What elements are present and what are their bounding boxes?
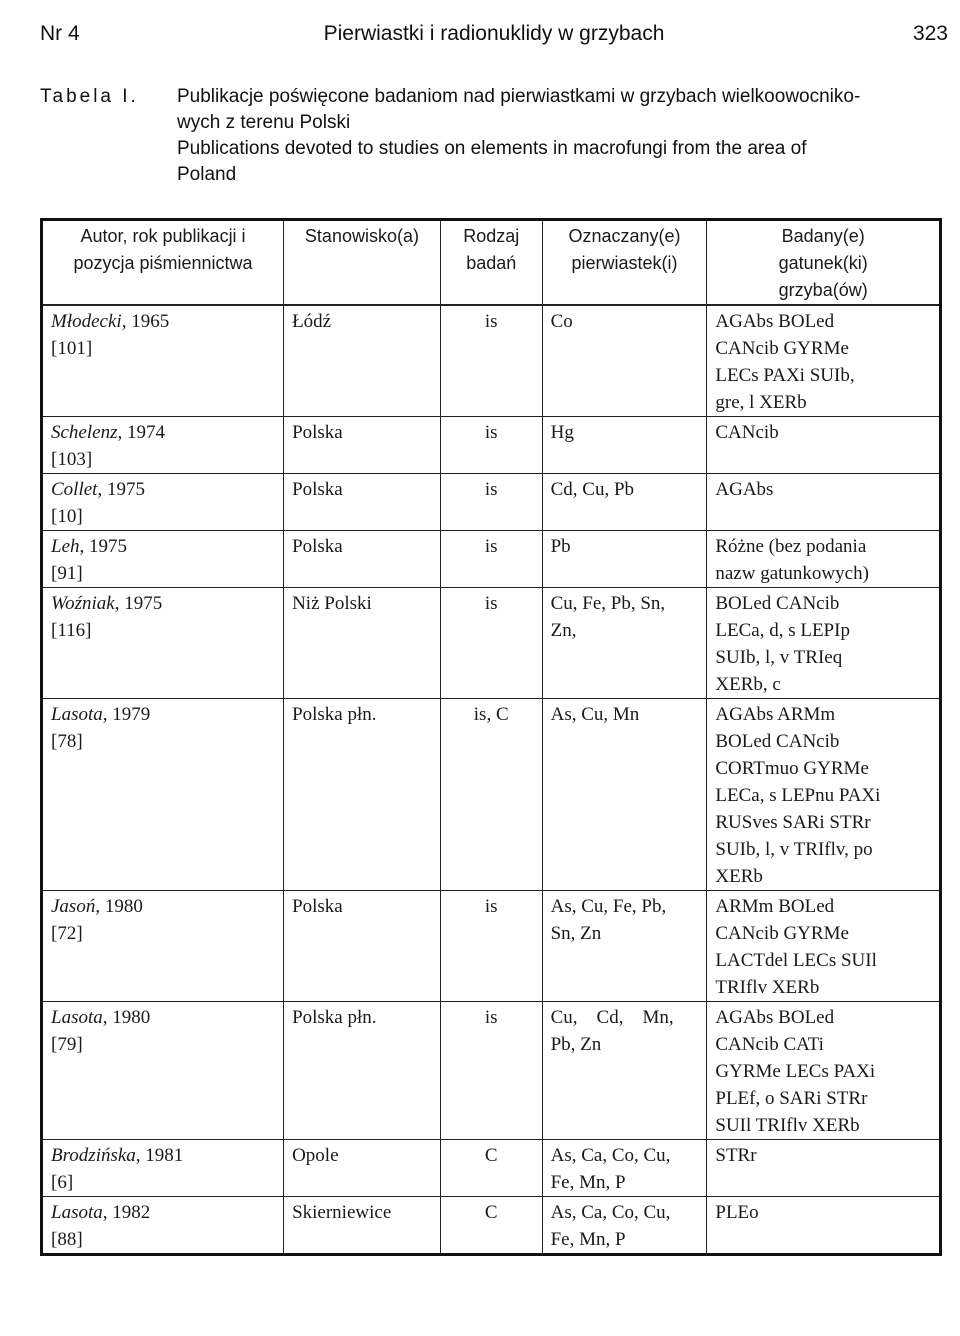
author-cell [42,588,284,699]
column-header-3 [440,220,542,306]
species-line: SUIl TRIflv XERb [715,1115,860,1136]
publication-year: , 1974 [117,422,165,443]
study-type-cell: is [440,891,542,1002]
author-name: Lasota [51,1007,103,1028]
species-line: Różne (bez podania [715,536,867,557]
reference-number: [6] [51,1172,74,1193]
species-line: GYRMe LECs PAXi [715,1061,876,1082]
table-header-row [42,220,941,306]
study-type-cell: C [440,1140,542,1197]
reference-number: [78] [51,731,83,752]
element-line: As, Cu, Fe, Pb, [550,896,667,917]
issue-number: Nr 4 [40,22,80,45]
publication-year: , 1975 [79,536,127,557]
study-type-cell: C [440,1197,542,1255]
column-header-line: Badany(e) [781,226,865,246]
species-cell [707,305,941,417]
author-cell [42,305,284,417]
column-header-line: gatunek(ki) [778,253,868,273]
running-title: Pierwiastki i radionuklidy w grzybach [323,22,665,45]
site-cell: Polska płn. [284,699,441,891]
elements-cell [542,891,707,1002]
column-header-line: grzyba(ów) [778,280,868,300]
reference-number: [79] [51,1034,83,1055]
table-label: Tabela I. [40,86,139,107]
site-cell: Niż Polski [284,588,441,699]
site-cell: Polska [284,891,441,1002]
author-cell [42,1197,284,1255]
species-cell [707,1140,941,1197]
element-line: Cu, Cd, Mn, [550,1007,674,1028]
column-header-line: pierwiastek(i) [571,253,678,273]
element-line: As, Cu, Mn [550,704,640,725]
site-cell: Skierniewice [284,1197,441,1255]
running-header [40,18,948,52]
species-line: AGAbs BOLed [715,311,835,332]
element-line: Fe, Mn, P [550,1229,626,1250]
element-line: Pb [550,536,571,557]
elements-cell [542,531,707,588]
species-line: CANcib GYRMe [715,923,849,944]
author-name: Jasoń [51,896,96,917]
species-line: RUSves SARi STRr [715,812,871,833]
caption-pl-line-2: wych z terenu Polski [177,112,351,133]
element-line: Sn, Zn [550,923,602,944]
element-line: As, Ca, Co, Cu, [550,1202,671,1223]
species-line: nazw gatunkowych) [715,563,869,584]
author-name: Brodzińska [51,1145,136,1166]
site-cell: Polska płn. [284,1002,441,1140]
species-cell [707,699,941,891]
table-body [42,305,941,1255]
study-type-cell: is [440,474,542,531]
species-cell [707,588,941,699]
caption-en-line-2: Poland [177,164,237,185]
column-header-line: pozycja piśmiennictwa [73,253,253,273]
species-line: LECa, s LEPnu PAXi [715,785,881,806]
publication-year: , 1980 [95,896,143,917]
table-row [42,1002,941,1140]
species-line: CANcib GYRMe [715,338,849,359]
author-name: Lasota [51,1202,103,1223]
publication-year: , 1979 [102,704,151,725]
author-cell [42,699,284,891]
author-cell [42,531,284,588]
elements-cell [542,588,707,699]
species-line: SUIb, l, v TRIflv, po [715,839,873,860]
reference-number: [101] [51,338,93,359]
elements-cell [542,1002,707,1140]
species-cell [707,474,941,531]
author-cell [42,891,284,1002]
author-name: Schelenz [51,422,118,443]
species-line: PLEf, o SARi STRr [715,1088,868,1109]
author-cell [42,1002,284,1140]
column-header-line: badań [466,253,517,273]
study-type-cell: is [440,1002,542,1140]
species-cell [707,1002,941,1140]
column-header-5 [707,220,941,306]
table-row [42,588,941,699]
column-header-1 [42,220,284,306]
table-row [42,531,941,588]
table-row [42,417,941,474]
caption-en-line-1: Publications devoted to studies on elements in macrofungi from the area of [177,138,807,159]
species-line: LACTdel LECs SUIl [715,950,877,971]
study-type-cell: is, C [440,699,542,891]
species-line: XERb, c [715,674,781,695]
species-line: CORTmuo GYRMe [715,758,869,779]
element-line: Pb, Zn [550,1034,602,1055]
elements-cell [542,1197,707,1255]
study-type-cell: is [440,531,542,588]
column-header-line: Rodzaj [463,226,520,246]
species-line: CANcib [715,422,779,443]
author-cell [42,474,284,531]
author-name: Lasota [51,704,103,725]
species-line: CANcib CATi [715,1034,824,1055]
species-cell [707,891,941,1002]
column-header-4 [542,220,707,306]
element-line: Fe, Mn, P [550,1172,626,1193]
column-header-line: Oznaczany(e) [568,226,681,246]
species-line: ARMm BOLed [715,896,835,917]
column-header-2 [284,220,441,306]
site-cell: Polska [284,474,441,531]
author-name: Woźniak [51,593,115,614]
species-line: LECa, d, s LEPIp [715,620,850,641]
publication-year: , 1965 [121,311,170,332]
element-line: Cu, Fe, Pb, Sn, [550,593,666,614]
species-line: LECs PAXi SUIb, [715,365,855,386]
study-type-cell: is [440,588,542,699]
author-name: Collet [51,479,98,500]
site-cell: Łódź [284,305,441,417]
column-header-line: Stanowisko(a) [304,226,419,246]
table-row [42,699,941,891]
elements-cell [542,305,707,417]
table-row [42,1140,941,1197]
species-line: gre, l XERb [715,392,807,413]
element-line: Zn, [550,620,577,641]
element-line: As, Ca, Co, Cu, [550,1145,671,1166]
table-row [42,891,941,1002]
species-line: BOLed CANcib [715,731,840,752]
table-row [42,305,941,417]
table-caption [40,84,948,188]
author-cell [42,417,284,474]
element-line: Cd, Cu, Pb [550,479,635,500]
author-cell [42,1140,284,1197]
caption-pl-line-1: Publikacje poświęcone badaniom nad pierwiastkami w grzybach wielkoowocniko- [177,86,861,107]
element-line: Co [550,311,573,332]
species-line: AGAbs BOLed [715,1007,835,1028]
study-type-cell: is [440,417,542,474]
author-name: Młodecki [51,311,122,332]
elements-cell [542,474,707,531]
site-cell: Polska [284,531,441,588]
species-cell [707,531,941,588]
species-line: AGAbs ARMm [715,704,836,725]
species-cell [707,417,941,474]
publication-year: , 1980 [102,1007,151,1028]
publications-table [40,218,942,1256]
study-type-cell: is [440,305,542,417]
reference-number: [91] [51,563,83,584]
elements-cell [542,417,707,474]
species-line: BOLed CANcib [715,593,840,614]
publication-year: , 1981 [135,1145,184,1166]
species-line: XERb [715,866,763,887]
publication-year: , 1975 [114,593,163,614]
author-name: Leh [51,536,80,557]
reference-number: [116] [51,620,92,641]
reference-number: [72] [51,923,83,944]
reference-number: [10] [51,506,83,527]
reference-number: [88] [51,1229,83,1250]
species-cell [707,1197,941,1255]
site-cell: Polska [284,417,441,474]
element-line: Hg [550,422,574,443]
column-header-line: Autor, rok publikacji i [80,226,246,246]
species-line: PLEo [715,1202,759,1223]
table-row [42,1197,941,1255]
page-number: 323 [912,22,948,45]
elements-cell [542,699,707,891]
site-cell: Opole [284,1140,441,1197]
reference-number: [103] [51,449,93,470]
table-row [42,474,941,531]
species-line: TRIflv XERb [715,977,820,998]
elements-cell [542,1140,707,1197]
species-line: AGAbs [715,479,774,500]
species-line: STRr [715,1145,757,1166]
publication-year: , 1975 [97,479,145,500]
publication-year: , 1982 [102,1202,151,1223]
species-line: SUIb, l, v TRIeq [715,647,843,668]
